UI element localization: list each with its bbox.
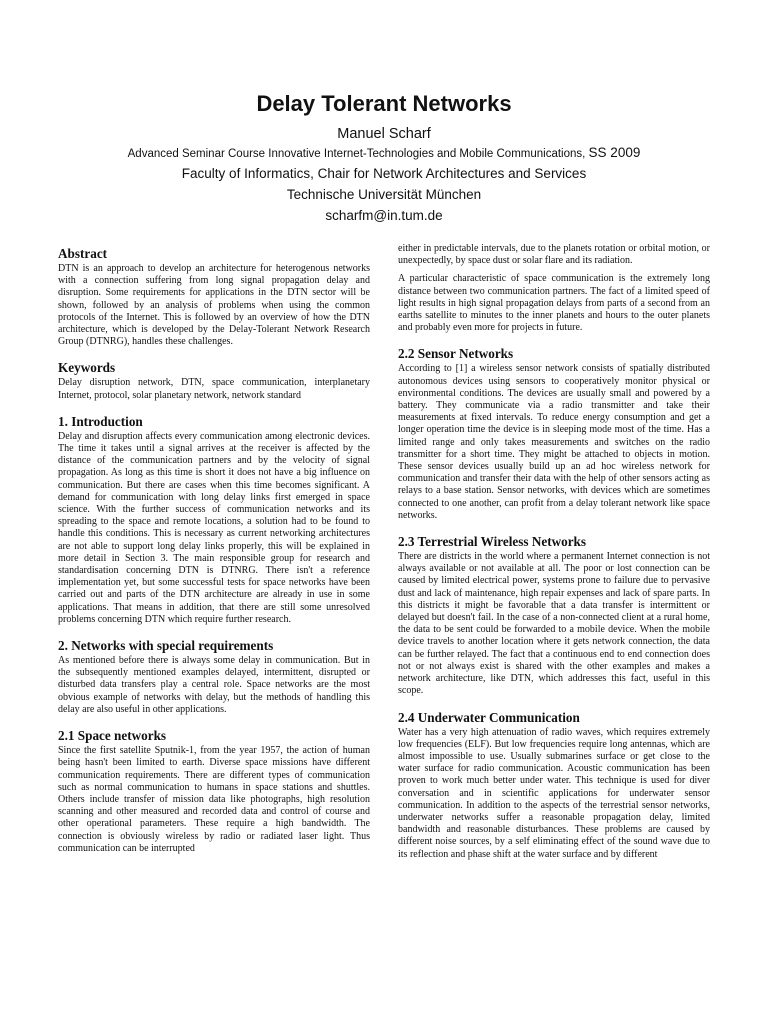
abstract-heading: Abstract (58, 246, 108, 261)
keywords-heading: Keywords (58, 360, 116, 376)
right-column (398, 243, 710, 861)
underwater-heading: 2.4 Underwater Communication (398, 709, 580, 725)
introduction-heading: 1. Introduction (58, 413, 143, 429)
faculty-line: Faculty of Informatics, Chair for Network Architectures and Services (181, 166, 587, 181)
terrestrial-networks-text: There are districts in the world where a permanent Internet connection is not always available or not available at all. The poor or lost connection can be caused by limited electrical power, systems prone to failure due to pervasive dust and lack of maintenance, high repair expenses and lack of spare parts. In this districts it might be favorable that a data transfer is intermittent or delayed but doesn't fail. In the case of a non-connected client at a rural home, the data to be sent could be forwarded to a mobile device. When the mobile device travels to another location where it gets network connection, the data can be further relayed. The fact that a continuous end to end connection does not or not always exist is shared with the other examples and makes a network architecture, like DTN, which addresses this fact, useful in this scope. (398, 551, 710, 697)
university-line: Technische Universität München (286, 187, 482, 202)
semester: SS 2009 (588, 145, 641, 160)
abstract-text: DTN is an approach to develop an architecture for heterogenous networks with a connection suffering from long signal propagation delay and disruption. Some requirements for applications in the DTN sector will be shown, followed by an analysis of problems when using the common protocols of the Internet. This is followed by an overview of how the DTN architecture, which is developed by the Delay-Tolerant Network Research Group (DTNRG), handles these challenges. (58, 263, 370, 348)
keywords-text: Delay disruption network, DTN, space communication, interplanetary Internet, protocol, solar planetary network, network standard (58, 377, 370, 401)
terrestrial-networks-heading: 2.3 Terrestrial Wireless Networks (398, 534, 587, 550)
space-networks-text-2: A particular characteristic of space communication is the extremely long distance between two communication partners. The fact of a limited speed of light results in high signal propagation delays from parts of a second from an earths satellite to minutes to the inner planets and hours to the outer planets and probably even more for projects in future. (398, 273, 710, 334)
introduction-text: Delay and disruption affects every communication among electronic devices. The time it takes until a signal arrives at the receiver is affected by the distance of the communication partners and by the velocity of signal propagation. As long as this time is short it does not have a big influence on communication. But there are cases when this time becomes significant. A demand for communication with long delay links first emerged in space science. With the further success of communication networks and its spreading to the space and remote locations, a solution had to be found to handle this conditions. This is necessary as current networking architectures are not able to support long delay links properly, this will be explained in more detail in Section 3. The main responsible group for research and standardisation concerning DTN is DTNRG. There isn't a reference implementation yet, but some successful tests for space networks have been carried out and parts of the DTN architecture are already in use in some applications. That means in addition, that there are still some unresolved problems concerning DTN which require further research. (58, 430, 370, 625)
space-networks-continued: either in predictable intervals, due to the planets rotation or orbital motion, or unexpectedly, by space dust or solar flare and its radiation. (398, 243, 710, 267)
author-email: scharfm@in.tum.de (325, 208, 443, 223)
sensor-networks-text: According to [1] a wireless sensor network consists of spatially distributed autonomous devices using sensors to cooperatively monitor physical or environmental conditions. The devices are usually small and powered by a battery. They communicate via a radio transmitter and take their measurements at fixed intervals. To reduce energy consumption and get a longer operation time the device is in sleeping mode most of the time. Has a limited range and only takes measurements and switches on the radio transmitter for a short time. They might be attached to objects in motion. These sensor devices usually build up an ad hoc wireless network for communication and transfer their data with the help of other sensors acting as relays to a base station. Sensor networks, with devices which are sometimes connected to one another, can profit from a delay tolerant network like space networks. (398, 363, 710, 521)
space-networks-text: Since the first satellite Sputnik-1, from the year 1957, the action of human being hasn't been limited to earth. Diverse space missions have different communication requirements. There are different types of communication such as normal communication to humans in space stations and shuttles. Others include transfer of mission data like photographs, high resolution scanning and other measured and recorded data and control of course and other operational parameters. These require a high bandwidth. The connection is obviously wireless by radio or radiated laser light. Thus communication can be interrupted (58, 745, 370, 854)
space-networks-heading: 2.1 Space networks (58, 728, 167, 744)
underwater-text: Water has a very high attenuation of radio waves, which requires extremely low frequencies (ELF). But low frequencies require long antennas, which are almost impossible to use. Usually submarines surface or get close to the water surface for radio communication. Acoustic communication has been proven to work much better under water. This technique is used for diver conversation and in scientific applications for underwater sensor communication. In addition to the aspects of the terrestrial sensor networks, underwater networks suffer a reasonable propagation delay, limited bandwidth and reasonable disturbances. These problems are caused by different noise sources, by a self eliminating effect of the sound wave due to its reflection and phase shift at the water surface and by different (398, 726, 710, 860)
sensor-networks-heading: 2.2 Sensor Networks (398, 346, 514, 362)
paper-header (0, 90, 768, 226)
left-column (58, 245, 370, 855)
paper-title: Delay Tolerant Networks (256, 91, 512, 116)
networks-text: As mentioned before there is always some delay in communication. But in the subsequently mentioned examples delayed, intermittent, disrupted or disturbed data transfers play a central role. Space networks are the most obvious example of networks with delay, but the methods of handling this delay are also useful in other applications. (58, 655, 370, 715)
seminar-line (0, 144, 768, 163)
seminar-course: Advanced Seminar Course Innovative Internet-Technologies and Mobile Communications, (127, 148, 586, 160)
author-name: Manuel Scharf (337, 126, 431, 142)
networks-heading: 2. Networks with special requirements (58, 638, 274, 654)
